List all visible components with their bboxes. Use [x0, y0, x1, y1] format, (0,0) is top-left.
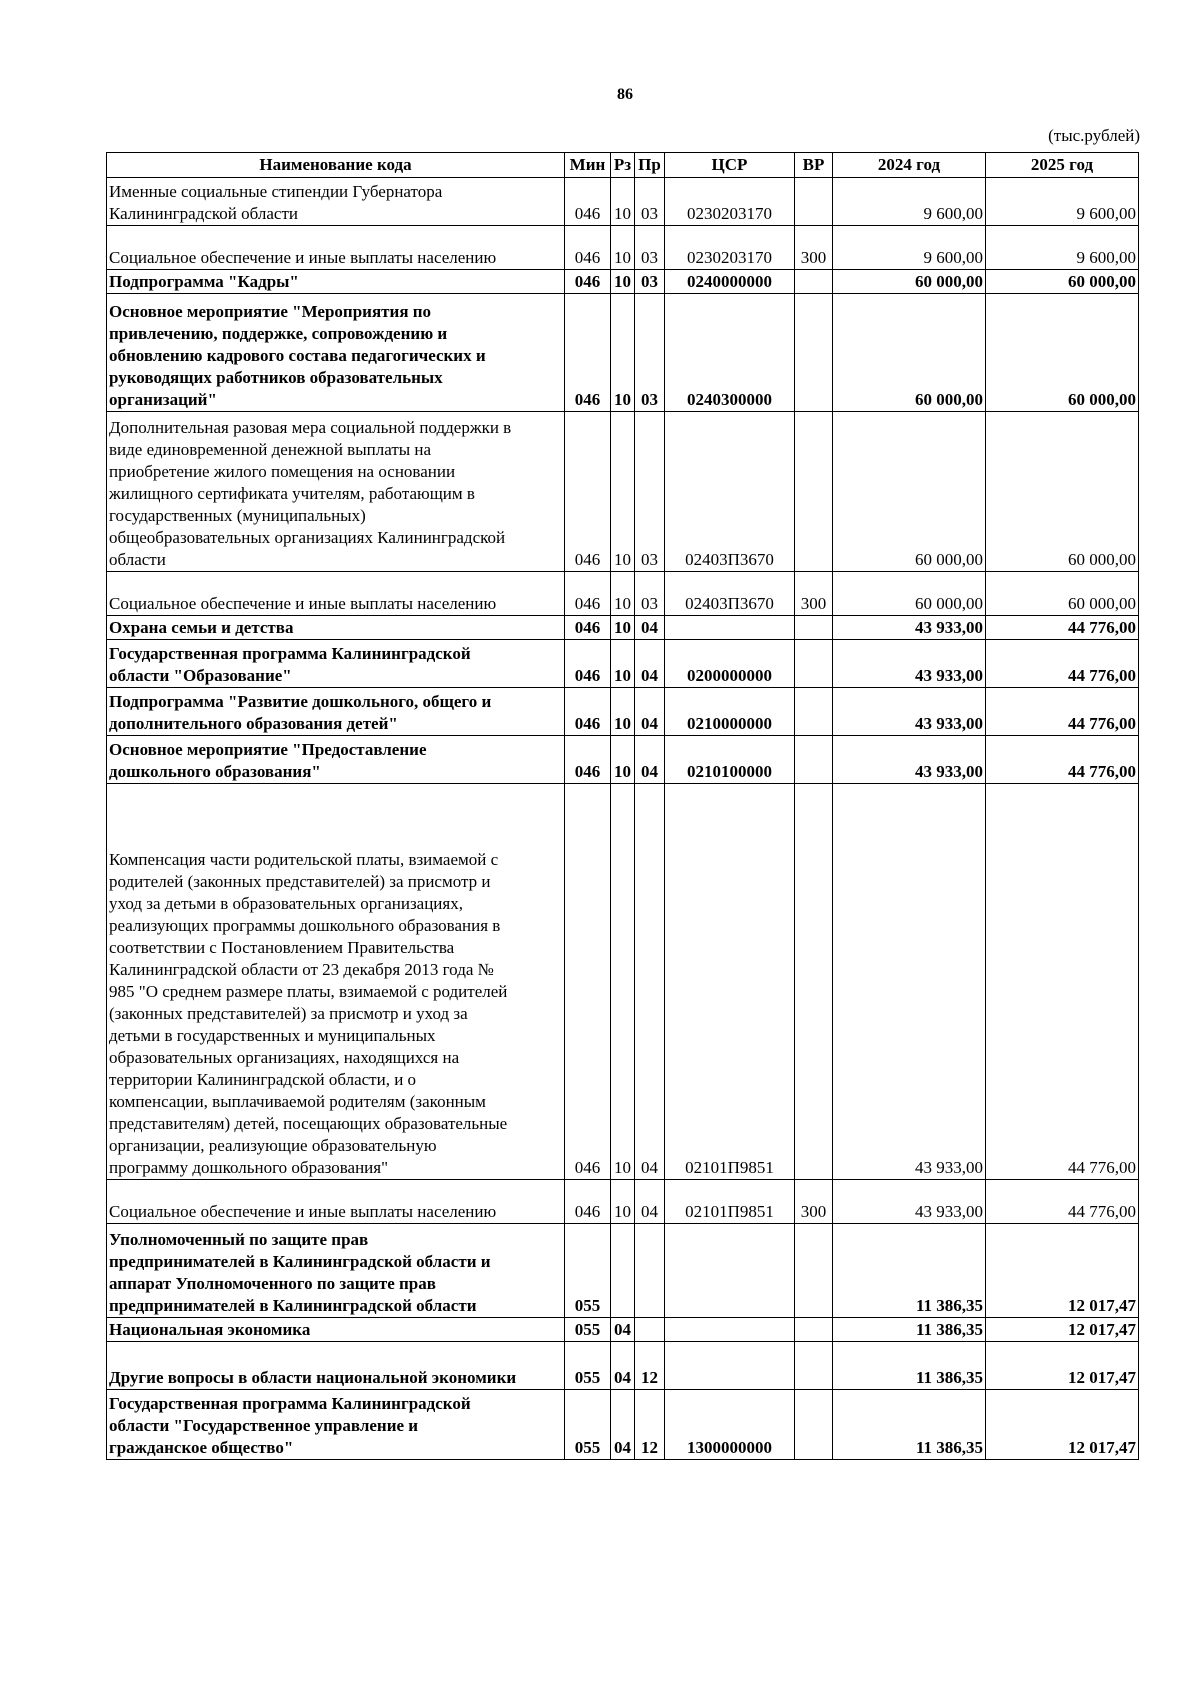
row-2024: 11 386,35	[833, 1342, 986, 1390]
row-name-line: Государственная программа Калининградской	[109, 644, 471, 663]
row-2024: 60 000,00	[833, 572, 986, 616]
row-csr	[665, 1224, 795, 1318]
row-name-line: представителям) детей, посещающих образовательные	[109, 1114, 508, 1133]
row-vr	[795, 270, 833, 294]
row-name-line: компенсации, выплачиваемой родителям (законным	[109, 1092, 486, 1111]
row-vr	[795, 616, 833, 640]
row-2024: 60 000,00	[833, 294, 986, 412]
row-name-line: государственных (муниципальных)	[109, 506, 366, 525]
row-name-line: родителей (законных представителей) за присмотр и	[109, 872, 491, 891]
row-2025: 44 776,00	[986, 1180, 1139, 1224]
row-min: 055	[565, 1342, 611, 1390]
row-csr: 02403П3670	[665, 572, 795, 616]
row-vr	[795, 1342, 833, 1390]
row-csr: 0240000000	[665, 270, 795, 294]
row-name-line: соответствии с Постановлением Правительства	[109, 938, 455, 957]
row-min: 055	[565, 1390, 611, 1460]
row-name-line: Социальное обеспечение и иные выплаты населению	[109, 248, 497, 267]
row-rz: 10	[611, 270, 635, 294]
row-csr: 1300000000	[665, 1390, 795, 1460]
table-row	[107, 1342, 1139, 1390]
row-vr: 300	[795, 226, 833, 270]
row-name-line: Дополнительная разовая мера социальной поддержки в	[109, 418, 512, 437]
row-min: 046	[565, 736, 611, 784]
row-min: 046	[565, 294, 611, 412]
row-name-line: общеобразовательных организациях Калининградской	[109, 528, 506, 547]
row-vr	[795, 1318, 833, 1342]
row-name	[107, 294, 565, 412]
row-min: 046	[565, 226, 611, 270]
row-name-line: Государственная программа Калининградской	[109, 1394, 471, 1413]
budget-table	[106, 152, 1139, 1460]
header-2024: 2024 год	[833, 153, 986, 178]
row-pr: 03	[635, 178, 665, 226]
row-pr: 04	[635, 784, 665, 1180]
row-name-line: дополнительного образования детей"	[109, 714, 398, 733]
row-vr	[795, 688, 833, 736]
row-2024: 60 000,00	[833, 412, 986, 572]
row-name-line: Охрана семьи и детства	[109, 618, 294, 637]
row-2024: 43 933,00	[833, 688, 986, 736]
row-2025: 44 776,00	[986, 616, 1139, 640]
row-rz: 04	[611, 1342, 635, 1390]
row-name-line: обновлению кадрового состава педагогических и	[109, 346, 486, 365]
table-header-row	[107, 153, 1139, 178]
row-min: 055	[565, 1318, 611, 1342]
row-name	[107, 1224, 565, 1318]
table-row	[107, 1318, 1139, 1342]
header-csr: ЦСР	[665, 153, 795, 178]
row-csr: 02101П9851	[665, 1180, 795, 1224]
row-name-line: (законных представителей) за присмотр и уход за	[109, 1004, 468, 1023]
row-name-line: Социальное обеспечение и иные выплаты населению	[109, 594, 497, 613]
row-name-line: Уполномоченный по защите прав	[109, 1230, 369, 1249]
table-row	[107, 572, 1139, 616]
row-name-line: дошкольного образования"	[109, 762, 321, 781]
row-2025: 12 017,47	[986, 1318, 1139, 1342]
table-row	[107, 736, 1139, 784]
row-vr	[795, 640, 833, 688]
row-name-line: жилищного сертификата учителям, работающим в	[109, 484, 475, 503]
row-name-line: организации, реализующие образовательную	[109, 1136, 437, 1155]
row-rz: 10	[611, 736, 635, 784]
row-rz: 10	[611, 784, 635, 1180]
row-name-line: предпринимателей в Калининградской области и	[109, 1252, 491, 1271]
row-2024: 43 933,00	[833, 736, 986, 784]
row-name-line: руководящих работников образовательных	[109, 368, 443, 387]
row-2024: 43 933,00	[833, 640, 986, 688]
row-csr: 0230203170	[665, 226, 795, 270]
row-2024: 43 933,00	[833, 616, 986, 640]
row-2024: 11 386,35	[833, 1224, 986, 1318]
row-min: 046	[565, 412, 611, 572]
row-name-line: Подпрограмма "Развитие дошкольного, общего и	[109, 692, 492, 711]
row-csr	[665, 1318, 795, 1342]
row-pr: 12	[635, 1390, 665, 1460]
row-name-line: гражданское общество"	[109, 1438, 294, 1457]
row-2025: 12 017,47	[986, 1390, 1139, 1460]
row-name	[107, 784, 565, 1180]
row-2025: 9 600,00	[986, 178, 1139, 226]
table-row	[107, 1180, 1139, 1224]
row-2025: 60 000,00	[986, 294, 1139, 412]
row-csr: 0210100000	[665, 736, 795, 784]
row-name-line: Компенсация части родительской платы, взимаемой с	[109, 850, 499, 869]
row-name-line: Подпрограмма "Кадры"	[109, 272, 299, 291]
row-name-line: области "Образование"	[109, 666, 292, 685]
row-rz: 10	[611, 226, 635, 270]
table-row	[107, 294, 1139, 412]
row-2024: 9 600,00	[833, 226, 986, 270]
row-rz: 04	[611, 1318, 635, 1342]
table-row	[107, 412, 1139, 572]
row-vr	[795, 178, 833, 226]
header-name: Наименование кода	[107, 153, 565, 178]
row-name	[107, 688, 565, 736]
row-name-line: привлечению, поддержке, сопровождению и	[109, 324, 448, 343]
row-name-line: виде единовременной денежной выплаты на	[109, 440, 432, 459]
row-min: 046	[565, 1180, 611, 1224]
row-2025: 12 017,47	[986, 1224, 1139, 1318]
table-row	[107, 616, 1139, 640]
row-rz: 10	[611, 294, 635, 412]
header-min: Мин	[565, 153, 611, 178]
row-min: 046	[565, 270, 611, 294]
row-min: 046	[565, 616, 611, 640]
row-min: 046	[565, 688, 611, 736]
row-vr: 300	[795, 1180, 833, 1224]
row-csr	[665, 616, 795, 640]
row-vr	[795, 294, 833, 412]
row-pr: 03	[635, 270, 665, 294]
row-csr: 02101П9851	[665, 784, 795, 1180]
row-csr: 0210000000	[665, 688, 795, 736]
row-pr: 03	[635, 572, 665, 616]
row-vr: 300	[795, 572, 833, 616]
row-csr	[665, 1342, 795, 1390]
row-2025: 44 776,00	[986, 688, 1139, 736]
row-vr	[795, 784, 833, 1180]
row-vr	[795, 736, 833, 784]
row-name-line: предпринимателей в Калининградской области	[109, 1296, 477, 1315]
row-name	[107, 178, 565, 226]
row-rz: 10	[611, 412, 635, 572]
row-rz: 10	[611, 616, 635, 640]
row-csr: 0200000000	[665, 640, 795, 688]
row-2025: 60 000,00	[986, 270, 1139, 294]
row-pr: 04	[635, 1180, 665, 1224]
row-name-line: аппарат Уполномоченного по защите прав	[109, 1274, 436, 1293]
row-name-line: приобретение жилого помещения на основании	[109, 462, 456, 481]
row-name	[107, 736, 565, 784]
row-2024: 11 386,35	[833, 1390, 986, 1460]
row-name	[107, 270, 565, 294]
row-pr: 03	[635, 412, 665, 572]
row-name-line: 985 "О среднем размере платы, взимаемой с родителей	[109, 982, 508, 1001]
row-rz: 10	[611, 640, 635, 688]
row-2025: 44 776,00	[986, 736, 1139, 784]
row-2025: 44 776,00	[986, 640, 1139, 688]
row-pr	[635, 1224, 665, 1318]
row-min: 046	[565, 640, 611, 688]
row-csr: 02403П3670	[665, 412, 795, 572]
row-name-line: Основное мероприятие "Мероприятия по	[109, 302, 432, 321]
row-name-line: Калининградской области	[109, 204, 298, 223]
header-rz: Рз	[611, 153, 635, 178]
row-2024: 60 000,00	[833, 270, 986, 294]
row-name	[107, 572, 565, 616]
row-name-line: Социальное обеспечение и иные выплаты населению	[109, 1202, 497, 1221]
row-name-line: детьми в государственных и муниципальных	[109, 1026, 436, 1045]
row-name-line: области	[109, 550, 166, 569]
row-pr: 03	[635, 226, 665, 270]
row-name-line: образовательных организациях, находящихся на	[109, 1048, 460, 1067]
row-min: 046	[565, 178, 611, 226]
units-label: (тыс.рублей)	[1048, 126, 1140, 145]
row-name	[107, 1342, 565, 1390]
row-name-line: Другие вопросы в области национальной экономики	[109, 1368, 517, 1387]
row-2024: 9 600,00	[833, 178, 986, 226]
row-rz: 10	[611, 572, 635, 616]
row-2025: 44 776,00	[986, 784, 1139, 1180]
table-row	[107, 1390, 1139, 1460]
table-row	[107, 226, 1139, 270]
header-2025: 2025 год	[986, 153, 1139, 178]
row-name-line: Калининградской области от 23 декабря 2013 года №	[109, 960, 494, 979]
row-name	[107, 412, 565, 572]
row-vr	[795, 1390, 833, 1460]
row-name-line: программу дошкольного образования"	[109, 1158, 389, 1177]
row-2025: 12 017,47	[986, 1342, 1139, 1390]
row-name	[107, 1180, 565, 1224]
row-name-line: области "Государственное управление и	[109, 1416, 419, 1435]
row-2024: 43 933,00	[833, 1180, 986, 1224]
table-row	[107, 270, 1139, 294]
table-row	[107, 1224, 1139, 1318]
table-row	[107, 784, 1139, 1180]
row-name-line: Основное мероприятие "Предоставление	[109, 740, 427, 759]
row-rz: 10	[611, 178, 635, 226]
row-name-line: реализующих программы дошкольного образования в	[109, 916, 501, 935]
header-pr: Пр	[635, 153, 665, 178]
row-vr	[795, 1224, 833, 1318]
row-rz	[611, 1224, 635, 1318]
row-2025: 60 000,00	[986, 412, 1139, 572]
row-rz: 10	[611, 688, 635, 736]
row-name	[107, 1318, 565, 1342]
row-name	[107, 616, 565, 640]
row-2025: 9 600,00	[986, 226, 1139, 270]
row-name	[107, 226, 565, 270]
row-name	[107, 640, 565, 688]
row-name-line: уход за детьми в образовательных организациях,	[109, 894, 463, 913]
row-rz: 10	[611, 1180, 635, 1224]
row-min: 046	[565, 572, 611, 616]
row-pr: 03	[635, 294, 665, 412]
table-row	[107, 688, 1139, 736]
page-number: 86	[617, 86, 633, 103]
row-2024: 43 933,00	[833, 784, 986, 1180]
row-pr: 12	[635, 1342, 665, 1390]
row-name-line: организаций"	[109, 390, 217, 409]
row-pr: 04	[635, 688, 665, 736]
row-pr: 04	[635, 736, 665, 784]
header-vr: ВР	[795, 153, 833, 178]
row-pr: 04	[635, 640, 665, 688]
row-csr: 0240300000	[665, 294, 795, 412]
row-2024: 11 386,35	[833, 1318, 986, 1342]
row-min: 055	[565, 1224, 611, 1318]
row-name-line: Именные социальные стипендии Губернатора	[109, 182, 443, 201]
row-name-line: Национальная экономика	[109, 1320, 311, 1339]
row-pr	[635, 1318, 665, 1342]
table-row	[107, 178, 1139, 226]
row-2025: 60 000,00	[986, 572, 1139, 616]
row-vr	[795, 412, 833, 572]
row-name	[107, 1390, 565, 1460]
row-min: 046	[565, 784, 611, 1180]
table-row	[107, 640, 1139, 688]
row-csr: 0230203170	[665, 178, 795, 226]
row-rz: 04	[611, 1390, 635, 1460]
table-body	[107, 178, 1139, 1460]
row-pr: 04	[635, 616, 665, 640]
row-name-line: территории Калининградской области, и о	[109, 1070, 417, 1089]
